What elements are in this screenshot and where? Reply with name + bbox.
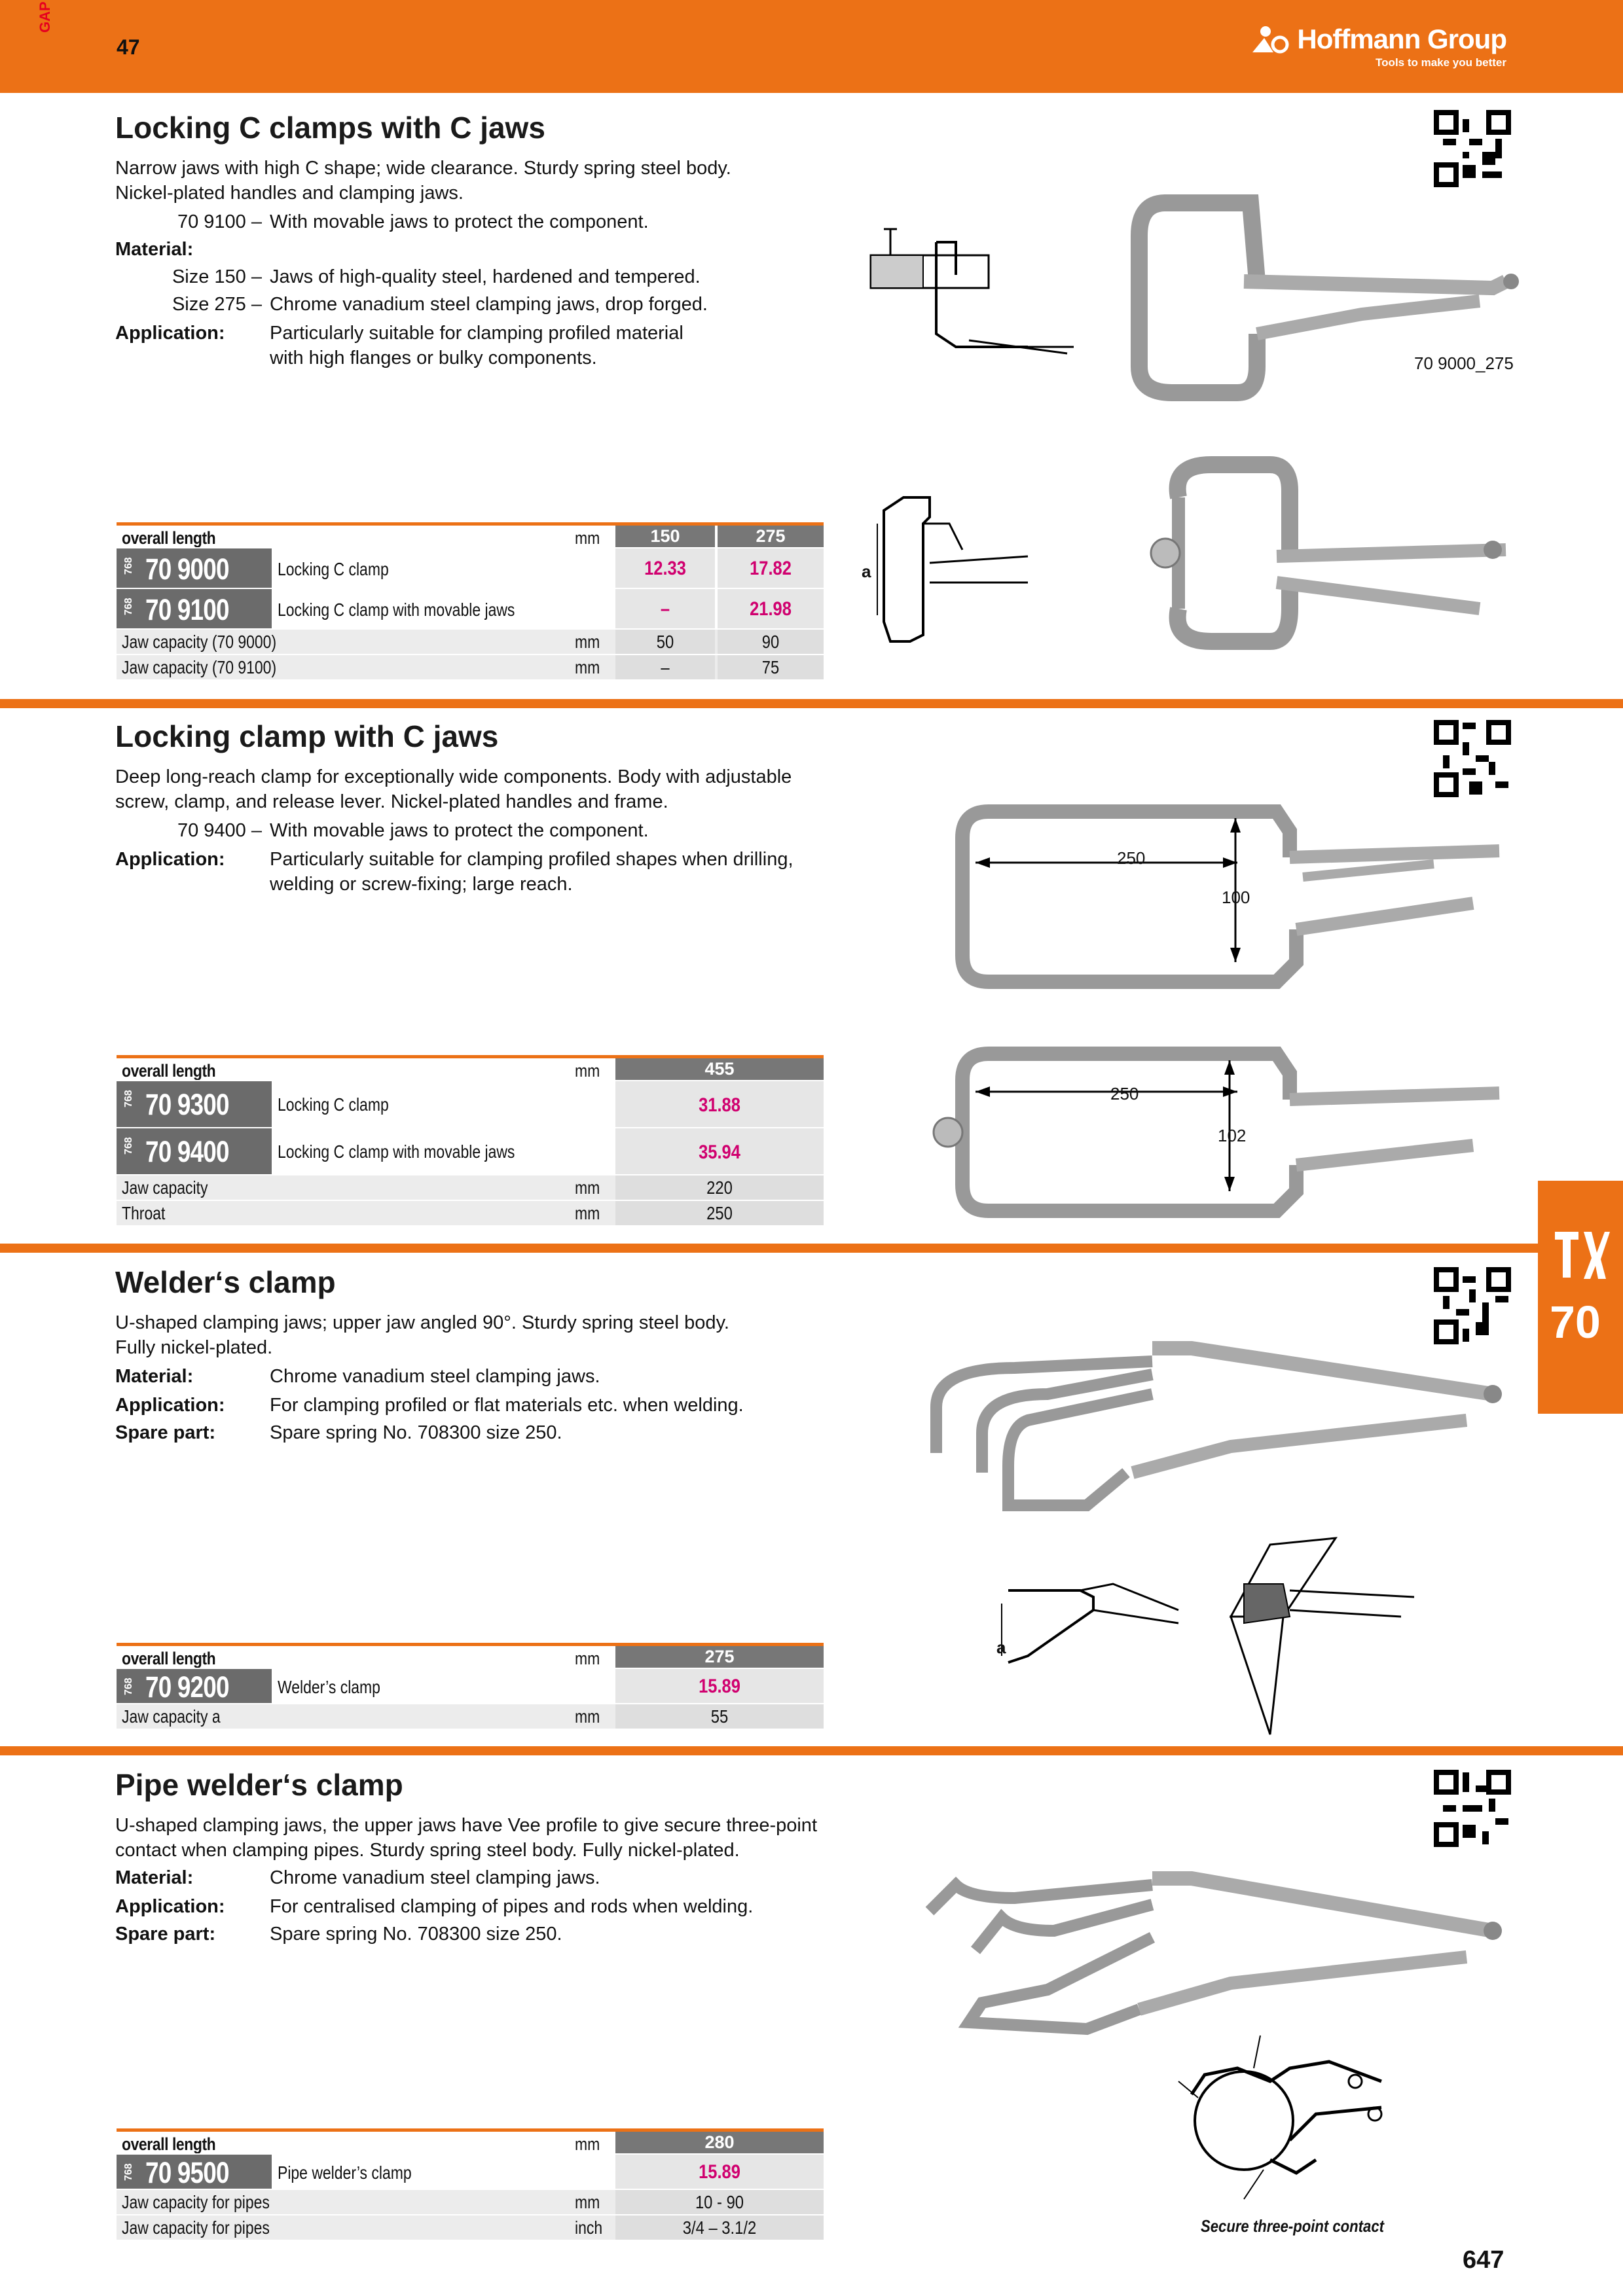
table-row[interactable]: 768 70 9300 Locking C clamp 31.88 [117, 1080, 824, 1127]
qr-code-icon[interactable] [1436, 113, 1508, 185]
size-header: 280 [615, 2132, 824, 2153]
dimension-label: 100 [1222, 888, 1250, 907]
section-title: Locking clamp with C jaws [115, 719, 499, 753]
qr-code-icon[interactable] [1436, 1772, 1508, 1844]
section-divider [0, 1244, 1623, 1253]
section-title: Pipe welder‘s clamp [115, 1768, 403, 1802]
table-header-label: overall length [122, 528, 216, 548]
article-name: Locking C clamp with movable jaws [278, 600, 515, 620]
spec-row: Size 275 – Chrome vanadium steel clamping jaws, drop forged. [172, 294, 708, 315]
page-number: 647 [1463, 2246, 1504, 2274]
welders-clamp-image [917, 1322, 1506, 1532]
section-title: Locking C clamps with C jaws [115, 111, 545, 145]
section-description: U-shaped clamping jaws, the upper jaws have Vee profile to give secure three-point contact when clamping pipes. Sturdy spring steel body. Fully nickel-plated. [115, 1815, 817, 1861]
table-row: Throat mm 250 [117, 1200, 824, 1225]
side-code: GAP [37, 1, 53, 33]
table-row: Jaw capacity (70 9000) mm 50 90 [117, 628, 824, 654]
article-number: 768 70 9400 [117, 1128, 272, 1174]
qr-code-icon[interactable] [1436, 723, 1508, 795]
table-row[interactable] [117, 588, 824, 628]
article-table: overall length mm 275 768 70 9200 Welder’s clamp 15.89 Jaw capacity a mm 55 [117, 1643, 824, 1729]
article-number: 768 70 9000 [117, 548, 272, 588]
table-row[interactable] [117, 547, 824, 588]
brand-tagline: Tools to make you better [1376, 56, 1506, 69]
table-row: Jaw capacity mm 220 [117, 1174, 824, 1200]
section-title: Welder‘s clamp [115, 1265, 336, 1299]
three-point-contact-drawing [1165, 2029, 1401, 2225]
dimension-label: 250 [1110, 1084, 1139, 1103]
table-row[interactable]: 768 70 9400 Locking C clamp with movable jaws 35.94 [117, 1127, 824, 1174]
long-reach-clamp-movable-jaws-image [917, 1034, 1512, 1230]
spec-row: Spare part: Spare spring No. 708300 size 250. [115, 1924, 562, 1945]
article-price: 35.94 [699, 1141, 740, 1163]
spec-row: 70 9100 – With movable jaws to protect the component. [177, 211, 649, 232]
locking-c-clamp-movable-jaws-image [1113, 452, 1519, 655]
spec-row: Size 150 – Jaws of high-quality steel, hardened and tempered. [172, 266, 701, 287]
article-number: 768 70 9200 [117, 1669, 272, 1703]
article-price: 31.88 [699, 1094, 740, 1116]
size-header: 275 [615, 1646, 824, 1668]
image-caption: Secure three-point contact [1201, 2216, 1384, 2236]
article-price: 17.82 [750, 558, 792, 579]
article-price: 15.89 [699, 2161, 740, 2183]
section-description: U-shaped clamping jaws; upper jaw angled 90°. Sturdy spring steel body. Fully nickel-plated. [115, 1312, 729, 1358]
spec-row: Application: Particularly suitable for clamping profiled shapes when drilling, [115, 849, 793, 870]
spec-row: Application: For centralised clamping of pipes and rods when welding. [115, 1896, 754, 1917]
table-row: Jaw capacity a mm 55 [117, 1703, 824, 1729]
spec-row: Application: Particularly suitable for clamping profiled material [115, 323, 684, 344]
dimension-label: 102 [1218, 1126, 1247, 1145]
welders-clamp-dimension-drawing [995, 1571, 1185, 1689]
catalogue-page-ref: 47 [117, 35, 140, 59]
hoffmann-logo-icon [1251, 25, 1290, 54]
dimension-label: 250 [1117, 848, 1146, 868]
article-price: 12.33 [644, 558, 686, 579]
dimension-label-a: a [862, 562, 871, 581]
section-divider [0, 699, 1623, 708]
article-number: 768 70 9100 [117, 589, 272, 628]
dimension-drawing-a [864, 484, 1034, 655]
spec-row: 70 9400 – With movable jaws to protect the component. [177, 820, 649, 841]
pliers-icon [1551, 1227, 1610, 1285]
spec-row: Spare part: Spare spring No. 708300 size 250. [115, 1422, 562, 1443]
table-row[interactable]: 768 70 9500 Pipe welder’s clamp 15.89 [117, 2153, 824, 2189]
spec-row: Material: Chrome vanadium steel clamping jaws. [115, 1867, 600, 1888]
spec-row: Material: [115, 239, 194, 260]
article-table [117, 522, 824, 678]
spec-row: welding or screw-fixing; large reach. [270, 874, 573, 895]
spec-row: Material: Chrome vanadium steel clamping jaws. [115, 1366, 600, 1387]
brand-logo[interactable] [1251, 24, 1506, 69]
table-header-unit: mm [575, 528, 600, 548]
size-header: 150 [615, 526, 715, 547]
section-description: Narrow jaws with high C shape; wide clearance. Sturdy spring steel body. Nickel-plated handles and clamping jaws. [115, 158, 731, 204]
image-caption: 70 9000_275 [1414, 353, 1514, 373]
article-table: overall length mm 455 768 70 9300 Locking C clamp 31.88 768 70 9400 Locking C clamp with movable jaws 35.94 Jaw capacity mm 220 Throat mm 250 [117, 1055, 824, 1225]
article-name: Locking C clamp [278, 559, 389, 579]
spec-row: with high flanges or bulky components. [270, 348, 597, 368]
pipe-welders-clamp-image [917, 1859, 1506, 2055]
header-bar [0, 0, 1623, 93]
clamp-usage-illustration [864, 216, 1087, 373]
size-header: 275 [718, 526, 824, 547]
size-header: 455 [615, 1058, 824, 1080]
chapter-number: 70 [1550, 1297, 1601, 1348]
dimension-label-a: a [996, 1638, 1006, 1657]
spec-row: Application: For clamping profiled or flat materials etc. when welding. [115, 1395, 744, 1416]
article-price: 15.89 [699, 1676, 740, 1697]
article-number: 768 70 9300 [117, 1081, 272, 1127]
article-number: 768 70 9500 [117, 2155, 272, 2189]
article-price: 21.98 [750, 598, 792, 620]
table-row: Jaw capacity for pipes mm 10 - 90 [117, 2189, 824, 2214]
table-row: Jaw capacity (70 9100) mm – 75 [117, 654, 824, 678]
article-table: overall length mm 280 768 70 9500 Pipe welder’s clamp 15.89 Jaw capacity for pipes mm 10 - 90 Jaw capacity for pipes inch 3/4 – 3.1/2 [117, 2128, 824, 2240]
chapter-tab[interactable] [1538, 1181, 1623, 1414]
table-row: Jaw capacity for pipes inch 3/4 – 3.1/2 [117, 2214, 824, 2240]
table-row[interactable]: 768 70 9200 Welder’s clamp 15.89 [117, 1668, 824, 1703]
welders-clamp-usage-drawing [1205, 1532, 1421, 1748]
section-description: Deep long-reach clamp for exceptionally wide components. Body with adjustable screw, clamp, and release lever. Nickel-plated handles and frame. [115, 766, 792, 812]
section-divider [0, 1746, 1623, 1755]
brand-name: Hoffmann Group [1297, 24, 1506, 54]
article-price: – [660, 598, 670, 620]
